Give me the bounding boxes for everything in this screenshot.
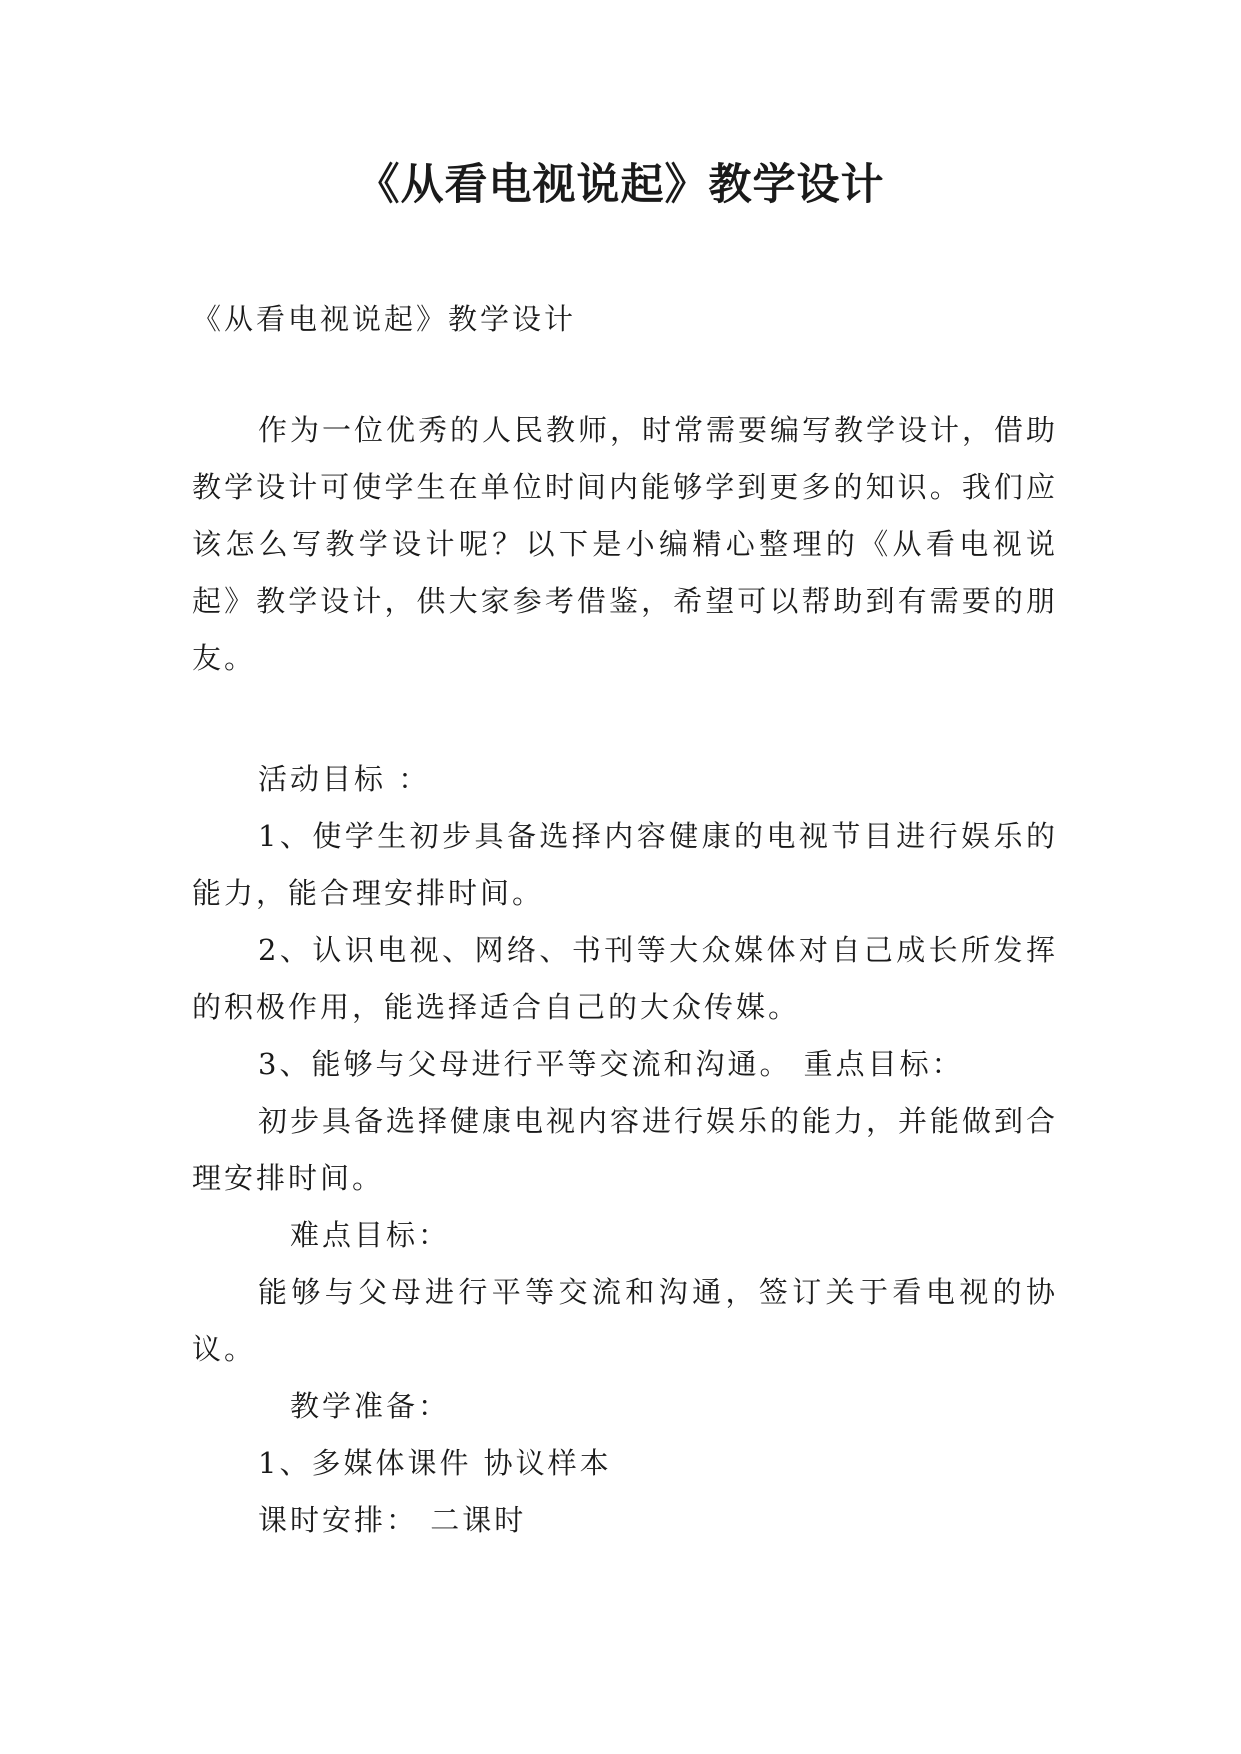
document-title: 《从看电视说起》教学设计	[356, 160, 885, 210]
preparation-item-1: 1、多媒体课件 协议样本	[258, 1446, 612, 1480]
schedule-line: 课时安排： 二课时	[258, 1503, 527, 1537]
difficulty-goal-paragraph: 能够与父母进行平等交流和沟通，签订关于看电视的协议。	[192, 1275, 1058, 1366]
goal-item-3: 3、能够与父母进行平等交流和沟通。 重点目标：	[258, 1047, 964, 1081]
key-goal-paragraph: 初步具备选择健康电视内容进行娱乐的能力，并能做到合理安排时间。	[192, 1104, 1059, 1195]
intro-paragraph: 作为一位优秀的人民教师，时常需要编写教学设计，借助教学设计可使学生在单位时间内能够学到更多的知识。我们应该怎么写教学设计呢？以下是小编精心整理的《从看电视说起》教学设计，供大家参考借鉴，希望可以帮助到有需要的朋友。	[192, 413, 1059, 675]
goal-item-2: 2、认识电视、网络、书刊等大众媒体对自己成长所发挥的积极作用，能选择适合自己的大众传媒。	[192, 933, 1058, 1024]
difficulty-heading: 难点目标：	[290, 1218, 451, 1252]
preparation-heading: 教学准备：	[290, 1389, 451, 1423]
goals-heading: 活动目标 ：	[258, 762, 431, 796]
document-subtitle: 《从看电视说起》教学设计	[192, 302, 577, 336]
goal-item-1: 1、使学生初步具备选择内容健康的电视节目进行娱乐的能力，能合理安排时间。	[192, 819, 1058, 910]
